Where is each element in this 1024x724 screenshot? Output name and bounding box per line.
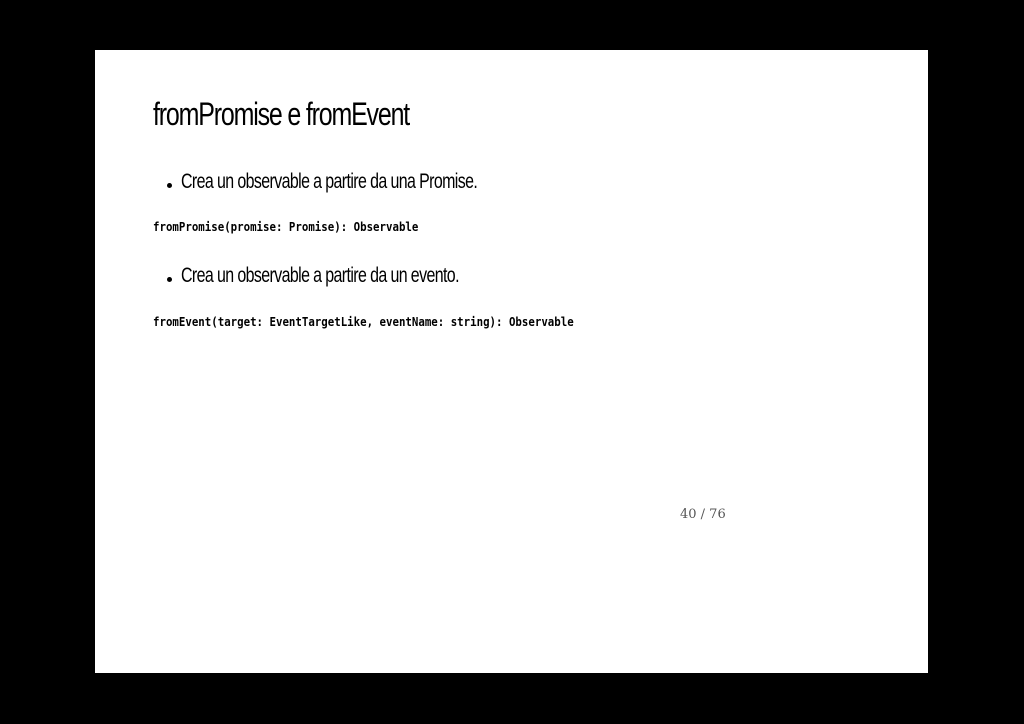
bullet-dot-icon (167, 277, 172, 282)
bullet-list (167, 170, 571, 194)
slide (95, 50, 928, 673)
code-block: fromPromise(promise: Promise): Observable (153, 219, 419, 234)
bullet-item (167, 264, 547, 288)
page-number: 40 / 76 (680, 507, 726, 522)
bullet-dot-icon (167, 183, 172, 188)
bullet-text: Crea un observable a partire da un evento. (181, 264, 459, 287)
bullet-list (167, 264, 547, 288)
code-block: fromEvent(target: EventTargetLike, eventName: string): Observable (153, 314, 574, 329)
slide-title: fromPromise e fromEvent (153, 96, 410, 132)
bullet-text: Crea un observable a partire da una Promise. (181, 170, 478, 193)
bullet-item (167, 170, 571, 194)
